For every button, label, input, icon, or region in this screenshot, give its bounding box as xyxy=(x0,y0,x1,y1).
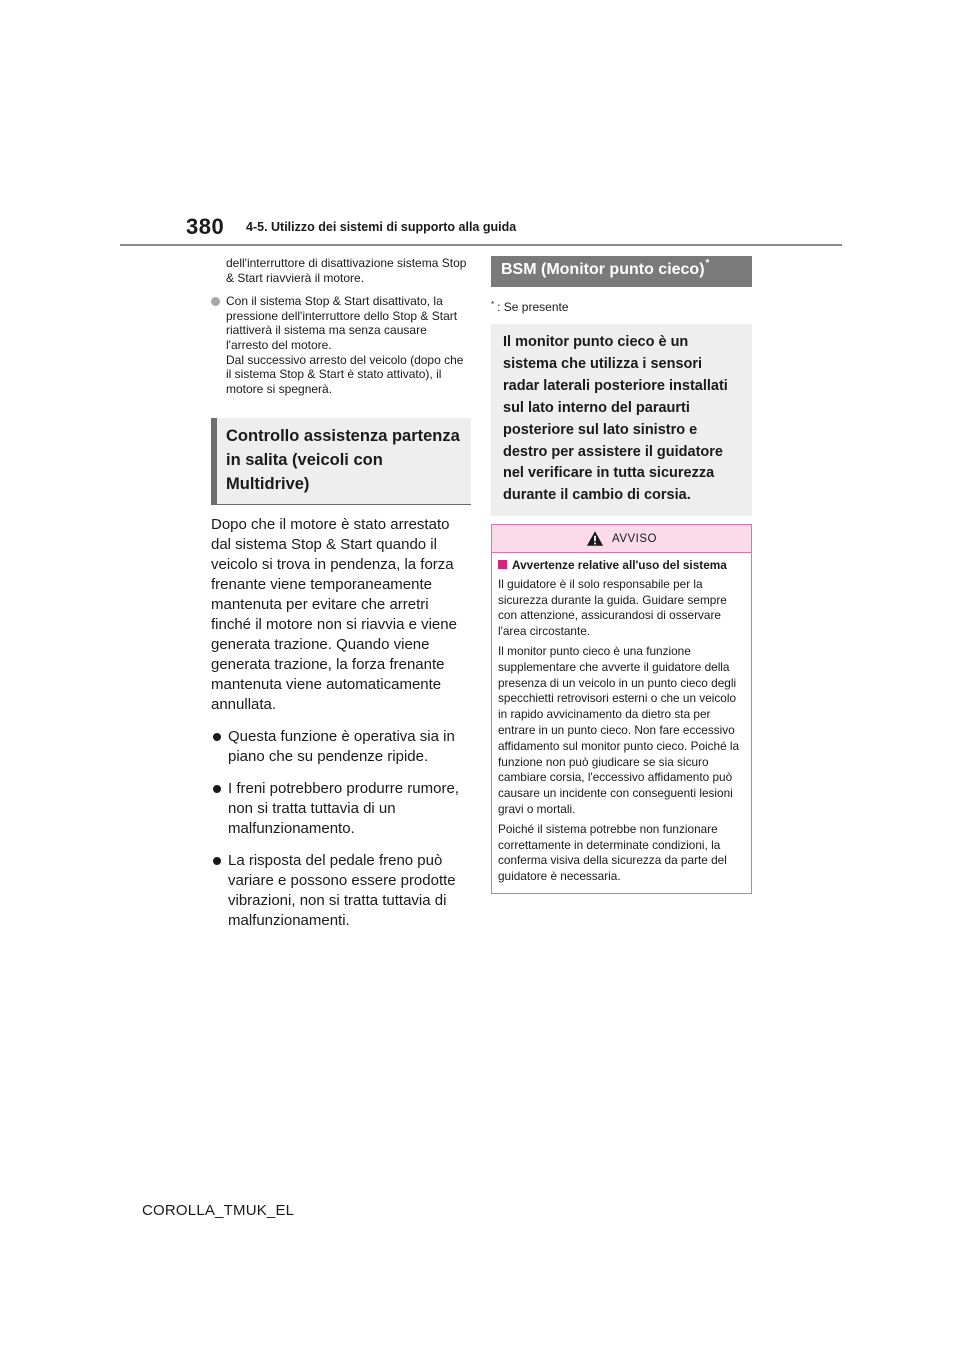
bsm-intro-box: Il monitor punto cieco è un sistema che utilizza i sensori radar laterali posteriore installati sul lato interno del paraurti posteriore sul lato sinistro e destro per assistere il guidatore nel verificare in tutta sicurezza durante il cambio di corsia. xyxy=(491,324,752,516)
hill-start-heading xyxy=(211,418,471,505)
bsm-heading xyxy=(491,256,752,287)
bullet-icon xyxy=(213,733,221,741)
heading-line-2: in salita (veicoli con Multidrive) xyxy=(226,451,383,494)
warning-header xyxy=(492,525,751,553)
section-title: 4-5. Utilizzo dei sistemi di supporto alla guida xyxy=(246,220,517,234)
bsm-heading-text: BSM (Monitor punto cieco) xyxy=(501,261,705,278)
heading-accent-bar xyxy=(211,418,217,504)
heading-line-1: Controllo assistenza partenza xyxy=(226,427,460,446)
list-item-text: I freni potrebbero produrre rumore, non si tratta tuttavia di un malfunzionamento. xyxy=(228,780,459,838)
warning-item-title-text: Avvertenze relative all'uso del sistema xyxy=(512,558,727,573)
bullet-item xyxy=(211,294,471,396)
warning-paragraph: Il monitor punto cieco è una funzione supplementare che avverte il guidatore della presenza di un veicolo in un punto cieco degli specchietti retrovisori esterni o che un veicolo in rapido avvicinamento da dietro sta per entrare in un punto cieco. Non fare eccessivo affidamento sul monitor punto cieco. Poiché la funzione non può giudicare se sia sicuro cambiare corsia, l'eccessivo affidamento può causare un incidente con conseguenti lesioni gravi o mortali. xyxy=(498,643,740,816)
bullet-text: Con il sistema Stop & Start disattivato, la pressione dell'interruttore dello Stop & Start riattiverà il sistema ma senza causare l'arresto del motore. xyxy=(226,294,458,352)
warning-body xyxy=(492,553,751,893)
bullet-icon xyxy=(213,785,221,793)
bullet-continuation-text: Dal successivo arresto del veicolo (dopo che il sistema Stop & Start è stato attivato), il motore si spegnerà. xyxy=(226,352,464,396)
warning-triangle-icon xyxy=(586,530,604,547)
bullet-dot-icon xyxy=(211,297,220,306)
warning-paragraph: Il guidatore è il solo responsabile per la sicurezza durante la guida. Guidare sempre con attenzione, assicurandosi di osservare l'area circostante. xyxy=(498,576,727,639)
warning-box xyxy=(491,524,752,894)
list-item xyxy=(211,851,471,931)
continuation-text: dell'interruttore di disattivazione sistema Stop & Start riavvierà il motore. xyxy=(226,256,467,285)
list-item-text: Questa funzione è operativa sia in piano che su pendenze ripide. xyxy=(228,728,455,766)
list-item xyxy=(211,727,471,767)
list-item-text: La risposta del pedale freno può variare e possono essere prodotte vibrazioni, non si tratta tuttavia di malfunzionamenti. xyxy=(228,852,456,930)
right-column xyxy=(491,256,752,894)
list-item xyxy=(211,779,471,839)
bullet-icon xyxy=(213,857,221,865)
left-column xyxy=(211,256,471,931)
page-number: 380 xyxy=(186,214,225,239)
warning-item-title xyxy=(498,558,746,573)
footnote xyxy=(491,300,752,314)
header-divider xyxy=(120,244,842,246)
footnote-text: : Se presente xyxy=(497,300,569,314)
hill-start-body: Dopo che il motore è stato arrestato dal sistema Stop & Start quando il veicolo si trova in pendenza, la forza frenante viene temporaneamente mantenuta per evitare che arretri finché il motore non si riavvia e viene generata trazione. Quando viene generata trazione, la forza frenante mantenuta viene automaticamente annullata. xyxy=(211,516,457,714)
footnote-mark: * xyxy=(491,300,495,309)
warning-label: AVVISO xyxy=(612,532,657,545)
footer-model-code: COROLLA_TMUK_EL xyxy=(142,1202,295,1219)
heading-footnote-mark: * xyxy=(705,258,710,269)
warning-paragraph: Poiché il sistema potrebbe non funzionare correttamente in determinate condizioni, la conferma visiva della sicurezza da parte del guidatore è necessaria. xyxy=(498,821,727,884)
square-bullet-icon xyxy=(498,560,507,569)
